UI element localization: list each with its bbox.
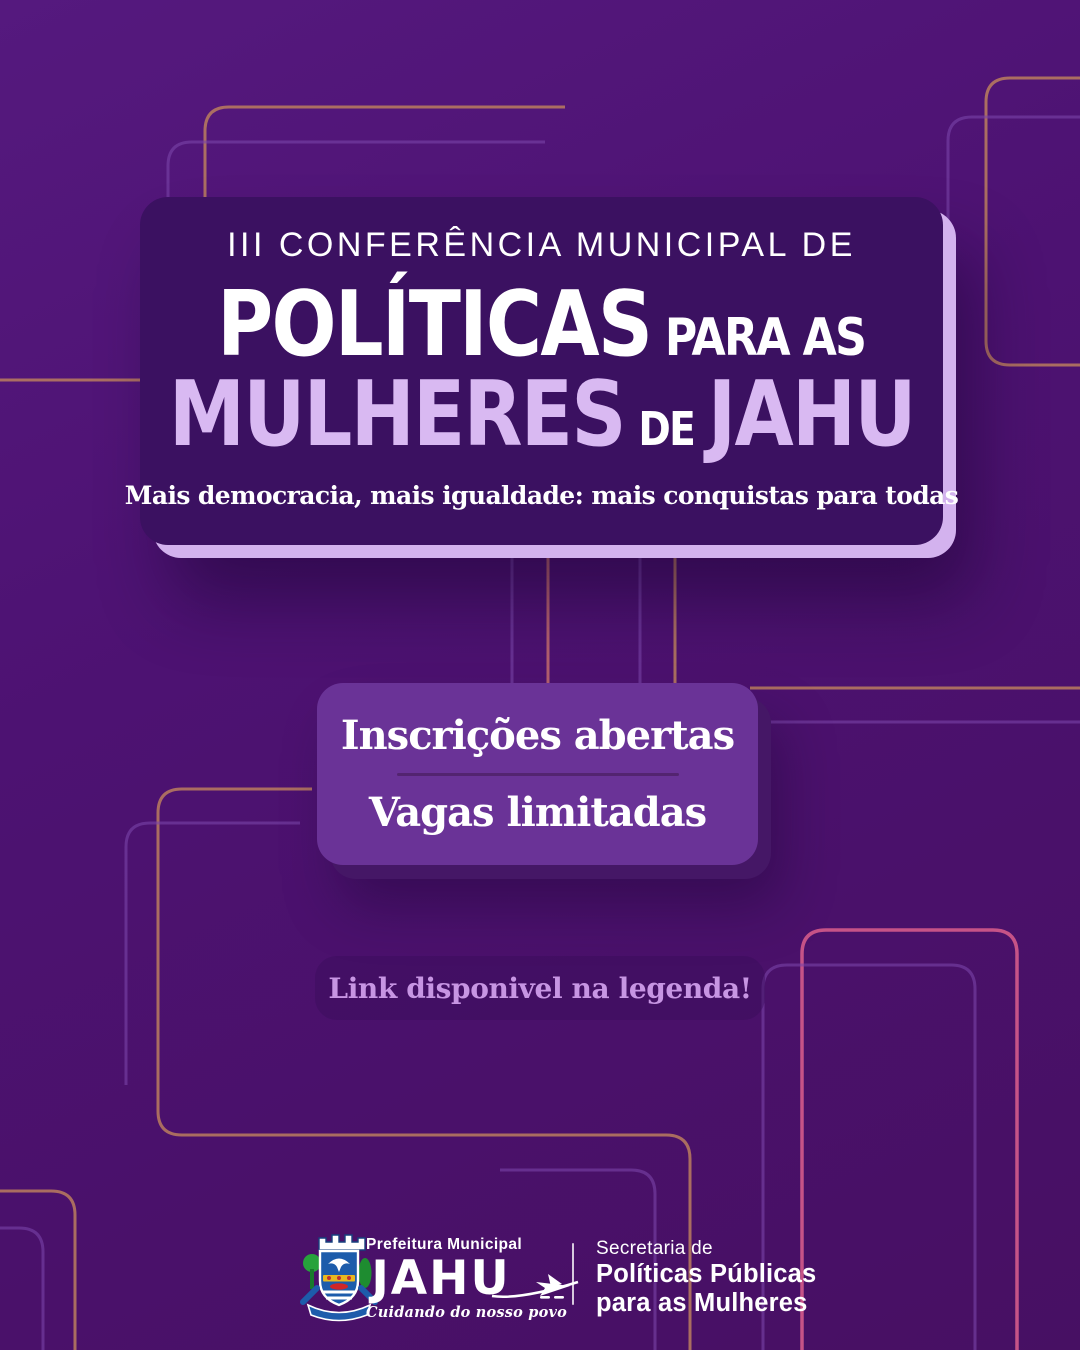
footer-logos [0,1218,1080,1350]
title-card [124,197,959,545]
side-arm [303,1288,317,1302]
secretaria-line-2: Políticas Públicas [596,1260,817,1288]
registration-open-text: Inscrições abertas [340,711,735,759]
banner-divider [397,773,679,776]
decorative-line-tan [205,107,565,210]
logo-divider [572,1243,574,1305]
limited-seats-text: Vagas limitadas [368,788,707,836]
prefeitura-slogan: Cuidando do nosso povo [366,1304,567,1321]
fish-icon [330,1283,348,1289]
plane-icon [490,1266,582,1310]
conference-title-line-1 [217,272,866,378]
tree-trunk [310,1269,314,1289]
link-note-text: Link disponivel na legenda! [328,971,752,1005]
crown-icon [319,1235,365,1250]
jahu-wordmark: JAHU [371,1251,511,1306]
title-word-politicas: POLÍTICAS [217,272,652,378]
band-dot [347,1276,351,1280]
band-dot [337,1276,341,1280]
registration-banner [317,683,758,865]
prefeitura-label: Prefeitura Municipal [366,1236,523,1253]
band-dot [327,1276,331,1280]
decorative-line-purple [126,823,300,1085]
title-word-de: DE [638,402,694,456]
conference-tagline: Mais democracia, mais igualdade: mais conquistas para todas [124,480,959,510]
ribbon [308,1305,370,1321]
title-word-mulheres: MULHERES [168,362,625,467]
decorative-line-purple [948,117,1080,320]
decorative-line-tan [986,78,1080,365]
link-note-pill [315,956,765,1020]
prefeitura-logo [366,1236,567,1321]
conference-title-line-2 [168,362,915,467]
conference-kicker: III CONFERÊNCIA MUNICIPAL DE [227,226,856,265]
secretaria-block [596,1238,816,1317]
secretaria-line-1: Secretaria de [596,1238,713,1259]
title-word-jahu: JAHU [707,362,915,467]
title-word-para-as: PARA AS [665,308,866,369]
secretaria-line-3: para as Mulheres [596,1288,808,1317]
